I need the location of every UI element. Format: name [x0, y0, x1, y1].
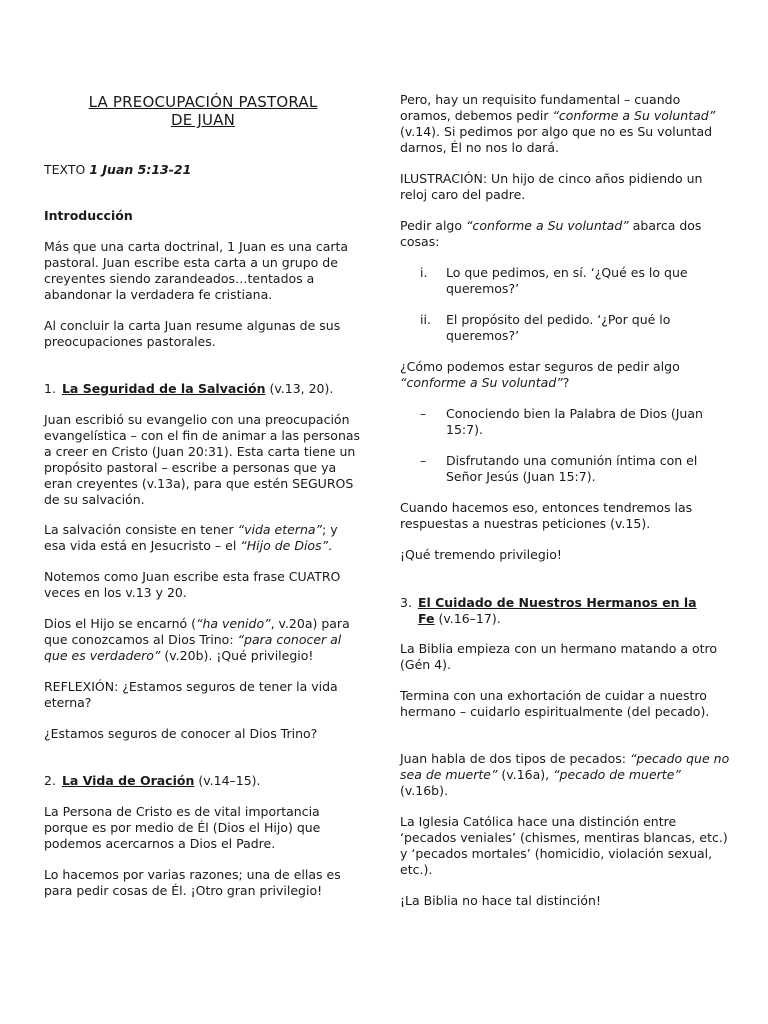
texto-label: TEXTO: [44, 162, 86, 177]
section-2-title: La Vida de Oración: [61, 773, 195, 788]
title-line-2: DE JUAN: [170, 111, 236, 129]
quote-para-conocer: “para conocer al que es verdadero”: [44, 632, 342, 663]
list-marker: i.: [420, 265, 428, 280]
text-run: (v.20b). ¡Qué privilegio!: [160, 648, 314, 663]
section-2-paragraph-2: Lo hacemos por varias razones; una de ellas es para pedir cosas de Él. ¡Otro gran privilegio!: [44, 867, 341, 898]
list-item-text: Lo que pedimos, en sí. ‘¿Qué es lo que queremos?’: [446, 265, 688, 296]
section-1-paragraph-4: [44, 616, 362, 664]
section-3-paragraph-3: [400, 751, 730, 799]
list-marker: ii.: [420, 312, 431, 327]
text-run: ?: [562, 375, 570, 390]
section-1-paragraph-3: Notemos como Juan escribe esta frase CUATRO veces en los v.13 y 20.: [44, 569, 341, 600]
list-marker: –: [420, 406, 427, 421]
section-3-number: 3.: [400, 595, 412, 610]
quote-pecado-no-muerte: “pecado que no sea de muerte”: [400, 751, 730, 782]
text-run: (v.16b).: [400, 783, 448, 798]
quote-conforme-voluntad: “conforme a Su voluntad”: [466, 218, 629, 233]
section-3-title-b: Fe: [418, 611, 435, 626]
section-2-heading: [44, 773, 362, 789]
section-3-paragraph-2: Termina con una exhortación de cuidar a nuestro hermano – cuidarlo espiritualmente (del pecado).: [400, 688, 710, 719]
texto-reference: 1 Juan 5:13-21: [89, 162, 192, 177]
section-2-paragraph-3: [400, 92, 730, 156]
section-1-reflexion: REFLEXIÓN: ¿Estamos seguros de tener la vida eterna?: [44, 679, 338, 710]
texto-line: [44, 162, 362, 178]
list-item-text: El propósito del pedido. ‘¿Por qué lo queremos?’: [446, 312, 671, 343]
list-marker: –: [420, 453, 427, 468]
text-run: (v.14). Si pedimos por algo que no es Su voluntad darnos, Él no nos lo dará.: [400, 124, 713, 155]
section-3-paragraph-1: La Biblia empieza con un hermano matando a otro (Gén 4).: [400, 641, 718, 672]
section-1-heading: [44, 381, 362, 397]
text-run: (v.16a),: [497, 767, 554, 782]
section-2-ref: (v.14–15).: [198, 773, 261, 788]
text-run: La salvación consiste en tener: [44, 522, 238, 537]
section-2-paragraph-7: Cuando hacemos eso, entonces tendremos las respuestas a nuestras peticiones (v.15).: [400, 500, 693, 531]
text-run: abarca dos cosas:: [400, 218, 702, 249]
title-line-1: LA PREOCUPACIÓN PASTORAL: [88, 93, 318, 111]
intro-paragraph-2: Al concluir la carta Juan resume algunas de sus preocupaciones pastorales.: [44, 318, 341, 349]
quote-pecado-muerte: “pecado de muerte”: [553, 767, 681, 782]
section-1-number: 1.: [44, 381, 56, 396]
section-3-paragraph-4: La Iglesia Católica hace una distinción entre ‘pecados veniales’ (chismes, mentiras blancas, etc.) y ‘pecados mortales’ (homicidio, violación sexual, etc.).: [400, 814, 728, 877]
text-run: Juan habla de dos tipos de pecados:: [400, 751, 630, 766]
intro-paragraph-1: Más que una carta doctrinal, 1 Juan es una carta pastoral. Juan escribe esta carta a un grupo de creyentes siendo zarandeados…tentados a abandonar la verdadera fe cristiana.: [44, 239, 349, 302]
section-2-paragraph-6: [400, 359, 730, 391]
text-run: Dios el Hijo se encarnó (: [44, 616, 196, 631]
document-title: [44, 93, 362, 129]
dash-list-item: [400, 453, 730, 485]
quote-ha-venido: “ha venido”: [196, 616, 271, 631]
text-run: Pedir algo: [400, 218, 466, 233]
section-1-ref: (v.13, 20).: [269, 381, 334, 396]
text-run: ¿Cómo podemos estar seguros de pedir algo: [400, 359, 680, 374]
list-item-text: Conociendo bien la Palabra de Dios (Juan 15:7).: [446, 406, 703, 437]
quote-conforme-voluntad: “conforme a Su voluntad”: [552, 108, 716, 123]
quote-hijo-de-dios: “Hijo de Dios”: [240, 538, 329, 553]
section-3-paragraph-5: ¡La Biblia no hace tal distinción!: [400, 893, 601, 908]
text-run: ; y esa vida está en Jesucristo – el: [44, 522, 338, 553]
section-2-paragraph-1: La Persona de Cristo es de vital importancia porque es por medio de Él (Dios el Hijo) que podemos acercarnos a Dios el Padre.: [44, 804, 321, 851]
quote-vida-eterna: “vida eterna”: [237, 522, 323, 537]
text-run: , v.20a) para que conozcamos al Dios Trino:: [44, 616, 350, 647]
section-3-title-a: El Cuidado de Nuestros Hermanos en la: [417, 595, 697, 610]
section-2-paragraph-8: ¡Qué tremendo privilegio!: [400, 547, 562, 562]
roman-list-item: [400, 265, 730, 297]
dash-list-item: [400, 406, 730, 438]
section-1-question: ¿Estamos seguros de conocer al Dios Trino?: [44, 726, 318, 741]
section-1-title: La Seguridad de la Salvación: [61, 381, 266, 396]
section-2-paragraph-5: [400, 218, 730, 250]
text-run: Pero, hay un requisito fundamental – cuando oramos, debemos pedir: [400, 92, 681, 123]
intro-heading: Introducción: [44, 208, 133, 223]
section-1-paragraph-1: Juan escribió su evangelio con una preocupación evangelística – con el fin de animar a las personas a creer en Cristo (Juan 20:31). Esta carta tiene un propósito pastoral – escribe a personas que ya eran creyentes (v.13a), para que estén SEGUROS de su salvación.: [44, 412, 361, 507]
section-3-heading: [400, 595, 730, 627]
text-run: .: [328, 538, 333, 553]
section-2-number: 2.: [44, 773, 56, 788]
section-1-paragraph-2: [44, 522, 362, 554]
roman-list-item: [400, 312, 730, 344]
section-2-ilustracion: ILUSTRACIÓN: Un hijo de cinco años pidiendo un reloj caro del padre.: [400, 171, 703, 202]
section-3-ref: (v.16–17).: [438, 611, 501, 626]
quote-conforme-voluntad: “conforme a Su voluntad”: [400, 375, 563, 390]
list-item-text: Disfrutando una comunión íntima con el Señor Jesús (Juan 15:7).: [446, 453, 698, 484]
